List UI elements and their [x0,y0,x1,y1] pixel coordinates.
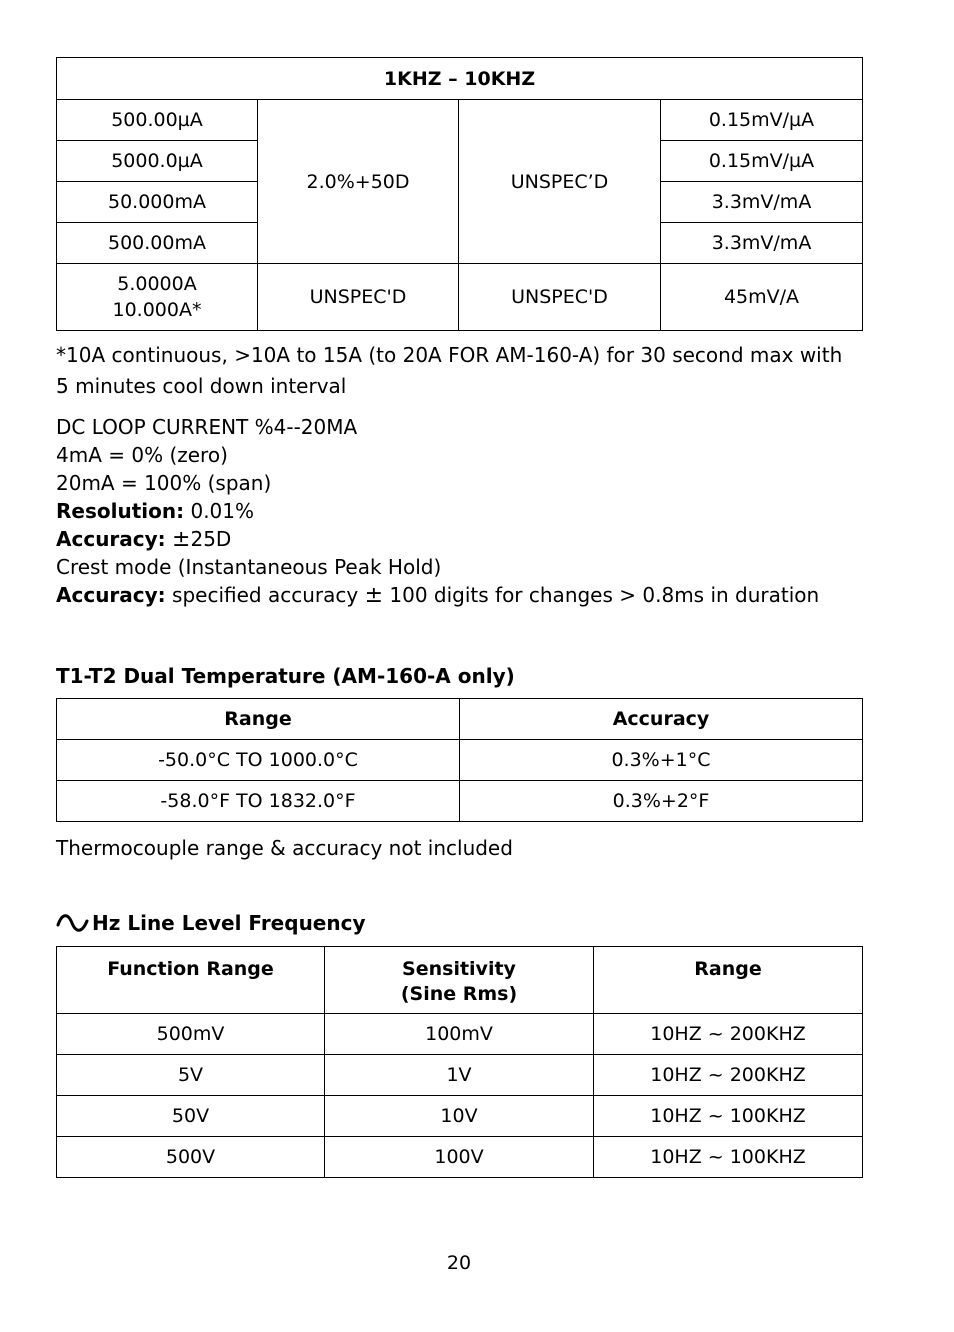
column-header-function-range: Function Range [57,947,325,1014]
crest-mode-line: Crest mode (Instantaneous Peak Hold) [56,555,442,579]
accuracy-value: 25D [190,527,232,551]
unspec-cell: UNSPEC'D [459,264,661,331]
table-row [57,1055,863,1096]
table-row [57,1096,863,1137]
accuracy-cell: 0.3%+2°F [460,781,863,822]
burden-cell: 0.15mV/µA [661,141,863,182]
crest-accuracy-label: Accuracy: [56,583,166,607]
column-header-range: Range [594,947,863,1014]
dc-loop-title: DC LOOP CURRENT %4--20MA [56,415,358,439]
frequency-heading-row [56,911,366,939]
sine-wave-icon [56,911,90,935]
column-header-range: Range [57,699,460,740]
table-row [57,781,863,822]
function-range-cell: 50V [57,1096,325,1137]
accuracy-cell: 0.3%+1°C [460,740,863,781]
sensitivity-cell: 100V [325,1137,594,1178]
table-row [57,1137,863,1178]
function-range-cell: 500V [57,1137,325,1178]
page-number: 20 [446,1252,472,1274]
temperature-table [56,698,863,822]
unspec-cell: UNSPEC’D [459,100,661,264]
dc-loop-span: 20mA = 100% (span) [56,471,272,495]
resolution-label: Resolution: [56,499,185,523]
resolution-line [56,497,254,525]
range-cell: 10HZ ~ 200KHZ [594,1014,863,1055]
burden-cell: 3.3mV/mA [661,223,863,264]
range-cell: 10HZ ~ 100KHZ [594,1137,863,1178]
column-header-accuracy: Accuracy [460,699,863,740]
plus-minus-icon: ± [364,583,384,608]
table-row [57,1014,863,1055]
temperature-note: Thermocouple range & accuracy not included [56,836,513,860]
sensitivity-cell: 100mV [325,1014,594,1055]
plus-minus-icon: ± [172,527,191,552]
range-cell: -58.0°F TO 1832.0°F [57,781,460,822]
column-header-sensitivity [325,947,594,1014]
dc-loop-zero: 4mA = 0% (zero) [56,443,228,467]
range-cell: 500.00µA [57,100,258,141]
accuracy-line [56,525,231,554]
range-line: 5.0000A [117,273,197,295]
footnote-line: 5 minutes cool down interval [56,374,347,398]
crest-accuracy-post: 100 digits for changes > 0.8ms in duration [389,583,820,607]
range-cell [57,264,258,331]
range-cell: 5000.0µA [57,141,258,182]
range-cell: 10HZ ~ 100KHZ [594,1096,863,1137]
resolution-value: 0.01% [184,499,255,523]
range-cell: 500.00mA [57,223,258,264]
crest-accuracy-line [56,581,819,610]
function-range-cell: 5V [57,1055,325,1096]
sensitivity-line: Sensitivity [402,958,516,980]
burden-cell: 3.3mV/mA [661,182,863,223]
accuracy-label: Accuracy: [56,527,166,551]
accuracy-cell: UNSPEC'D [258,264,459,331]
frequency-table [56,946,863,1178]
table-header: 1KHZ – 10KHZ [57,58,863,100]
sensitivity-line: (Sine Rms) [400,983,518,1005]
crest-accuracy-pre: specified accuracy [165,583,365,607]
burden-cell: 45mV/A [661,264,863,331]
frequency-heading: Hz Line Level Frequency [92,911,366,935]
function-range-cell: 500mV [57,1014,325,1055]
table-row [57,740,863,781]
range-cell: 50.000mA [57,182,258,223]
burden-cell: 0.15mV/µA [661,100,863,141]
sensitivity-cell: 10V [325,1096,594,1137]
footnote-line: *10A continuous, >10A to 15A (to 20A FOR AM-160-A) for 30 second max with [56,343,843,367]
temperature-heading: T1-T2 Dual Temperature (AM-160-A only) [56,664,515,688]
accuracy-cell: 2.0%+50D [258,100,459,264]
current-spec-table [56,57,863,331]
range-line: 10.000A* [112,299,202,321]
sensitivity-cell: 1V [325,1055,594,1096]
range-cell: -50.0°C TO 1000.0°C [57,740,460,781]
range-cell: 10HZ ~ 200KHZ [594,1055,863,1096]
